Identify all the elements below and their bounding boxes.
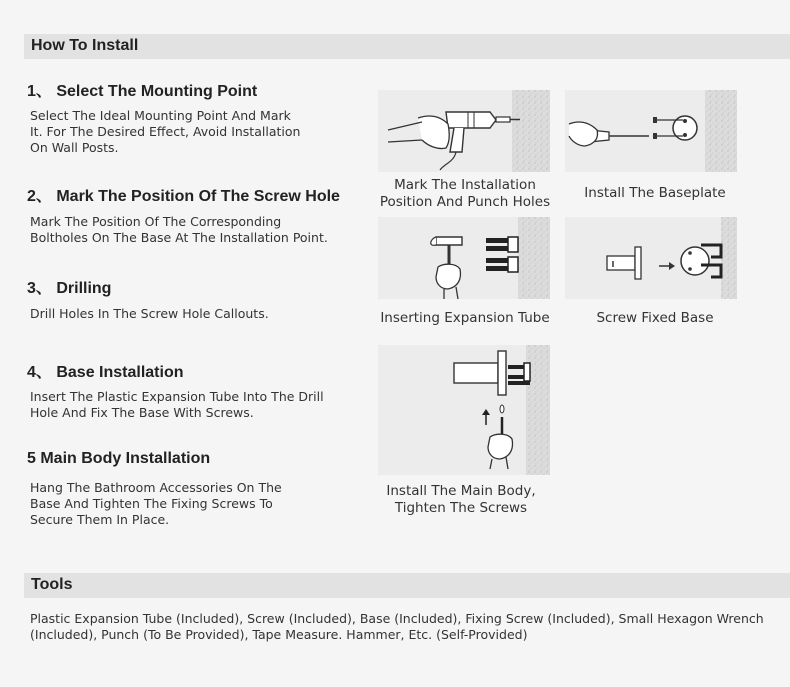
caption-expansion-tube: Inserting Expansion Tube [380, 310, 550, 326]
screw-fixed-base-icon [565, 217, 737, 299]
step-5-text: Hang The Bathroom Accessories On The Base And Tighten The Fixing Screws To Secure Them In Place. [30, 480, 282, 527]
drill-icon [378, 90, 550, 172]
section-title: Tools [31, 576, 73, 593]
caption-main-body: Install The Main Body, Tighten The Screws [386, 483, 536, 516]
caption-screw-fixed-base: Screw Fixed Base [596, 310, 714, 326]
section-header-how-to-install [24, 34, 790, 59]
step-4-text: Insert The Plastic Expansion Tube Into The Drill Hole And Fix The Base With Screws. [30, 389, 324, 420]
section-title: How To Install [31, 37, 139, 54]
step-3-text: Drill Holes In The Screw Hole Callouts. [30, 306, 269, 321]
step-2-title: 2、 Mark The Position Of The Screw Hole [27, 188, 340, 205]
screwdriver-baseplate-icon [565, 90, 737, 172]
figure-drill [378, 90, 550, 172]
caption-baseplate: Install The Baseplate [584, 185, 726, 201]
hammer-expansion-tube-icon [378, 217, 550, 299]
main-body-wrench-icon [378, 345, 550, 475]
step-4-title: 4、 Base Installation [27, 364, 184, 381]
step-5-title: 5 Main Body Installation [27, 450, 211, 467]
section-header-tools [24, 573, 790, 598]
figure-main-body [378, 345, 550, 475]
step-1-title: 1、 Select The Mounting Point [27, 83, 258, 100]
figure-expansion-tube [378, 217, 550, 299]
tools-text: Plastic Expansion Tube (Included), Screw (Included), Base (Included), Fixing Screw (Included), Small Hexagon Wrench (Included), Punch (To Be Provided), Tape Measure. Hammer, Etc. (Self-Provided) [30, 611, 764, 642]
figure-screw-fixed-base [565, 217, 737, 299]
step-3-title: 3、 Drilling [27, 280, 112, 297]
caption-drill: Mark The Installation Position And Punch Holes [379, 177, 551, 210]
step-2-text: Mark The Position Of The Corresponding Boltholes On The Base At The Installation Point. [30, 214, 328, 245]
figure-baseplate [565, 90, 737, 172]
step-1-text: Select The Ideal Mounting Point And Mark It. For The Desired Effect, Avoid Installation On Wall Posts. [30, 108, 301, 155]
